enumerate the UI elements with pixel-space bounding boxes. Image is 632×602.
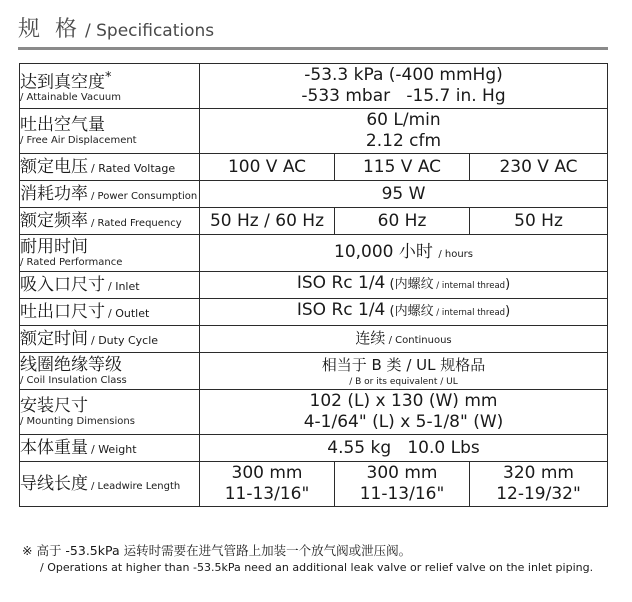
label-cn: 消耗功率 xyxy=(20,184,88,204)
value-line: 320 mm xyxy=(503,463,574,483)
value-cell xyxy=(200,272,608,299)
row-label xyxy=(20,64,200,109)
table-row xyxy=(20,272,608,299)
table-row xyxy=(20,208,608,235)
table-row xyxy=(20,154,608,181)
row-label xyxy=(20,299,200,326)
value-cell: 50 Hz xyxy=(470,208,608,235)
value-line: 12-19/32" xyxy=(496,484,581,504)
value-cell: 95 W xyxy=(200,181,608,208)
row-label xyxy=(20,390,200,435)
value-main: 相当于 B 类 / UL 规格品 xyxy=(321,355,486,374)
label-en: / Rated Frequency xyxy=(91,218,182,229)
row-label xyxy=(20,435,200,462)
value-cell xyxy=(200,235,608,272)
thread-cn: 内螺纹 xyxy=(394,304,434,319)
value-cell xyxy=(200,462,335,507)
row-label xyxy=(20,326,200,353)
label-en: / Weight xyxy=(91,443,137,456)
value-main: ISO Rc 1/4 xyxy=(296,300,386,320)
table-row xyxy=(20,235,608,272)
label-cn: 额定频率 xyxy=(20,211,88,231)
value-unit: / hours xyxy=(438,248,473,260)
value-cell xyxy=(200,299,608,326)
label-en: / Mounting Dimensions xyxy=(20,416,135,427)
value-main: 10,000 小时 xyxy=(334,241,433,262)
footnote-cn: ※ 高于 -53.5kPa 运转时需要在进气管路上加装一个放气阀或泄压阀。 xyxy=(22,543,412,558)
label-cn: 额定电压 xyxy=(20,157,88,177)
paren: ( xyxy=(385,304,395,319)
label-cn: 额定时间 xyxy=(20,329,88,349)
value-cell: 60 Hz xyxy=(335,208,470,235)
value-cell xyxy=(470,462,608,507)
value-cell xyxy=(200,109,608,154)
footnote-mark: * xyxy=(105,69,112,85)
section-title-cn: 规 格 xyxy=(18,17,81,42)
label-cn: 吐出口尺寸 xyxy=(20,302,105,322)
value-cell: 100 V AC xyxy=(200,154,335,181)
value-line: 300 mm xyxy=(366,463,438,483)
table-row xyxy=(20,181,608,208)
value-line: -533 mbar -15.7 in. Hg xyxy=(301,86,506,106)
page-header xyxy=(18,12,214,46)
value-line: 60 L/min xyxy=(366,110,441,130)
label-en: / Leadwire Length xyxy=(91,481,181,492)
table-row xyxy=(20,390,608,435)
value-cell: 230 V AC xyxy=(470,154,608,181)
value-cell xyxy=(200,390,608,435)
value-cell xyxy=(335,462,470,507)
table-row xyxy=(20,353,608,390)
table-row xyxy=(20,64,608,109)
label-en: / Inlet xyxy=(108,280,140,293)
label-cn: 本体重量 xyxy=(20,438,88,458)
specifications-table xyxy=(19,63,608,507)
label-en: / Attainable Vacuum xyxy=(20,92,121,104)
value-cell xyxy=(200,353,608,390)
value-cell: 4.55 kg 10.0 Lbs xyxy=(200,435,608,462)
row-label xyxy=(20,109,200,154)
label-en: / Free Air Displacement xyxy=(20,135,137,146)
label-cn: 达到真空度 xyxy=(20,72,105,93)
row-label xyxy=(20,353,200,390)
header-divider xyxy=(18,47,608,50)
table-row xyxy=(20,299,608,326)
table-row xyxy=(20,435,608,462)
label-en: / Duty Cycle xyxy=(91,334,159,347)
label-cn: 吸入口尺寸 xyxy=(20,275,105,295)
value-cell xyxy=(200,326,608,353)
row-label xyxy=(20,154,200,181)
thread-cn: 内螺纹 xyxy=(394,277,434,292)
label-en: / Rated Performance xyxy=(20,257,123,268)
value-cell xyxy=(200,64,608,109)
label-cn: 安装尺寸 xyxy=(20,396,88,416)
value-sub: / B or its equivalent / UL xyxy=(349,376,458,387)
row-label xyxy=(20,272,200,299)
label-cn: 线圈绝缘等级 xyxy=(20,355,122,375)
label-cn: 吐出空气量 xyxy=(20,115,105,135)
thread-en: / internal thread xyxy=(433,308,506,318)
paren: ) xyxy=(505,304,511,319)
value-cell: 115 V AC xyxy=(335,154,470,181)
value-main: ISO Rc 1/4 xyxy=(296,273,386,293)
row-label xyxy=(20,181,200,208)
value-line: 300 mm xyxy=(231,463,303,483)
label-cn: 导线长度 xyxy=(20,474,88,494)
value-cell: 50 Hz / 60 Hz xyxy=(200,208,335,235)
label-en: / Outlet xyxy=(108,307,150,320)
thread-en: / internal thread xyxy=(433,281,506,291)
label-en: / Coil Insulation Class xyxy=(20,375,127,386)
table-row xyxy=(20,326,608,353)
row-label xyxy=(20,462,200,507)
row-label xyxy=(20,235,200,272)
label-en: / Power Consumption xyxy=(91,191,198,202)
label-cn: 耐用时间 xyxy=(20,237,88,257)
table-row xyxy=(20,109,608,154)
paren: ( xyxy=(385,277,395,292)
value-main: 连续 xyxy=(355,328,386,347)
value-line: -53.3 kPa (-400 mmHg) xyxy=(304,65,503,85)
label-en: / Rated Voltage xyxy=(91,162,176,175)
section-title-en: / Specifications xyxy=(85,21,215,41)
footnote-en: / Operations at higher than -53.5kPa need an additional leak valve or relief valve on the inlet piping. xyxy=(40,561,594,574)
value-line: 11-13/16" xyxy=(224,484,310,504)
table-row xyxy=(20,462,608,507)
row-label xyxy=(20,208,200,235)
value-line: 11-13/16" xyxy=(359,484,445,504)
value-en: / Continuous xyxy=(385,334,452,346)
value-line: 4-1/64" (L) x 5-1/8" (W) xyxy=(303,412,504,432)
value-line: 2.12 cfm xyxy=(365,131,442,151)
paren: ) xyxy=(505,277,511,292)
value-line: 102 (L) x 130 (W) mm xyxy=(309,391,498,411)
